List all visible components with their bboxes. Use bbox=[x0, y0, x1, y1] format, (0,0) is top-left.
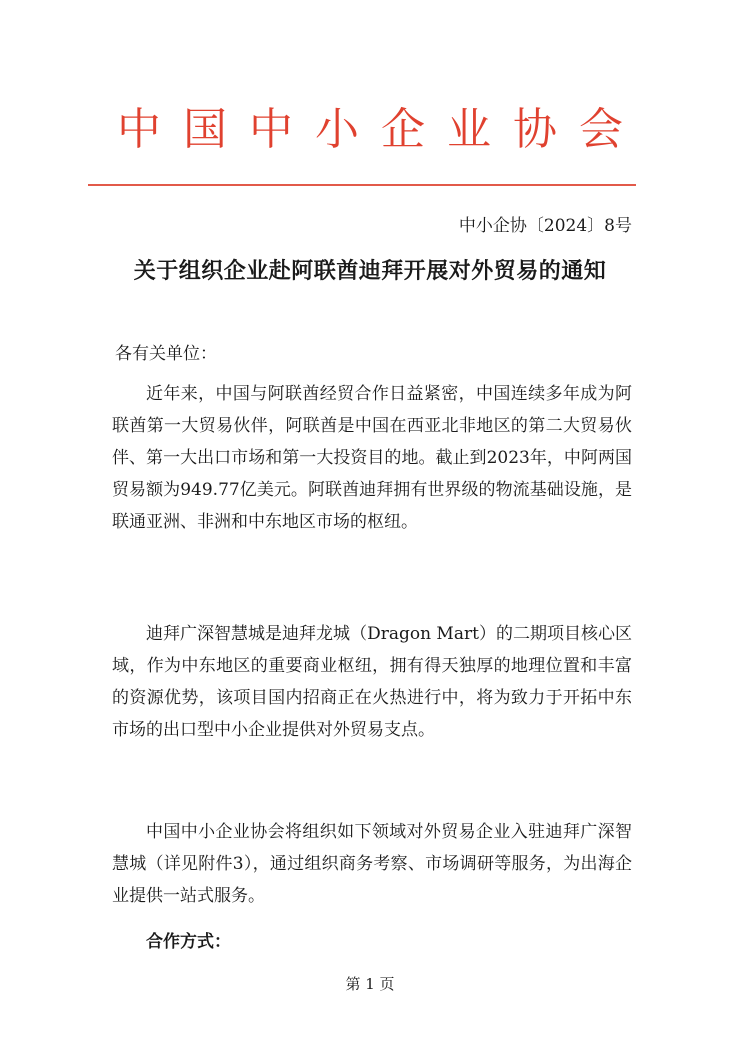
letterhead-title: 中国中小企业协会 bbox=[117, 104, 645, 155]
letterhead-divider bbox=[88, 184, 636, 186]
body-paragraph: 近年来，中国与阿联酋经贸合作日益紧密，中国连续多年成为阿联酋第一大贸易伙伴，阿联酋是中国在西亚北非地区的第二大贸易伙伴、第一大出口市场和第一大投资目的地。截止到2023年，中阿两国贸易额为949.77亿美元。阿联酋迪拜拥有世界级的物流基础设施，是联通亚洲、非洲和中东地区市场的枢纽。 bbox=[112, 384, 632, 532]
salutation: 各有关单位： bbox=[115, 344, 217, 364]
section-subheading: 合作方式： bbox=[146, 932, 231, 952]
document-number: 中小企协〔2024〕8号 bbox=[458, 216, 632, 236]
page-number: 第 1 页 bbox=[345, 975, 395, 993]
document-title: 关于组织企业赴阿联酋迪拜开展对外贸易的通知 bbox=[133, 258, 607, 284]
body-paragraph: 迪拜广深智慧城是迪拜龙城（Dragon Mart）的二期项目核心区域，作为中东地区的重要商业枢纽，拥有得天独厚的地理位置和丰富的资源优势，该项目国内招商正在火热进行中，将为致力于开拓中东市场的出口型中小企业提供对外贸易支点。 bbox=[112, 624, 632, 740]
body-paragraph: 中国中小企业协会将组织如下领域对外贸易企业入驻迪拜广深智慧城（详见附件3），通过组织商务考察、市场调研等服务，为出海企业提供一站式服务。 bbox=[112, 822, 632, 906]
